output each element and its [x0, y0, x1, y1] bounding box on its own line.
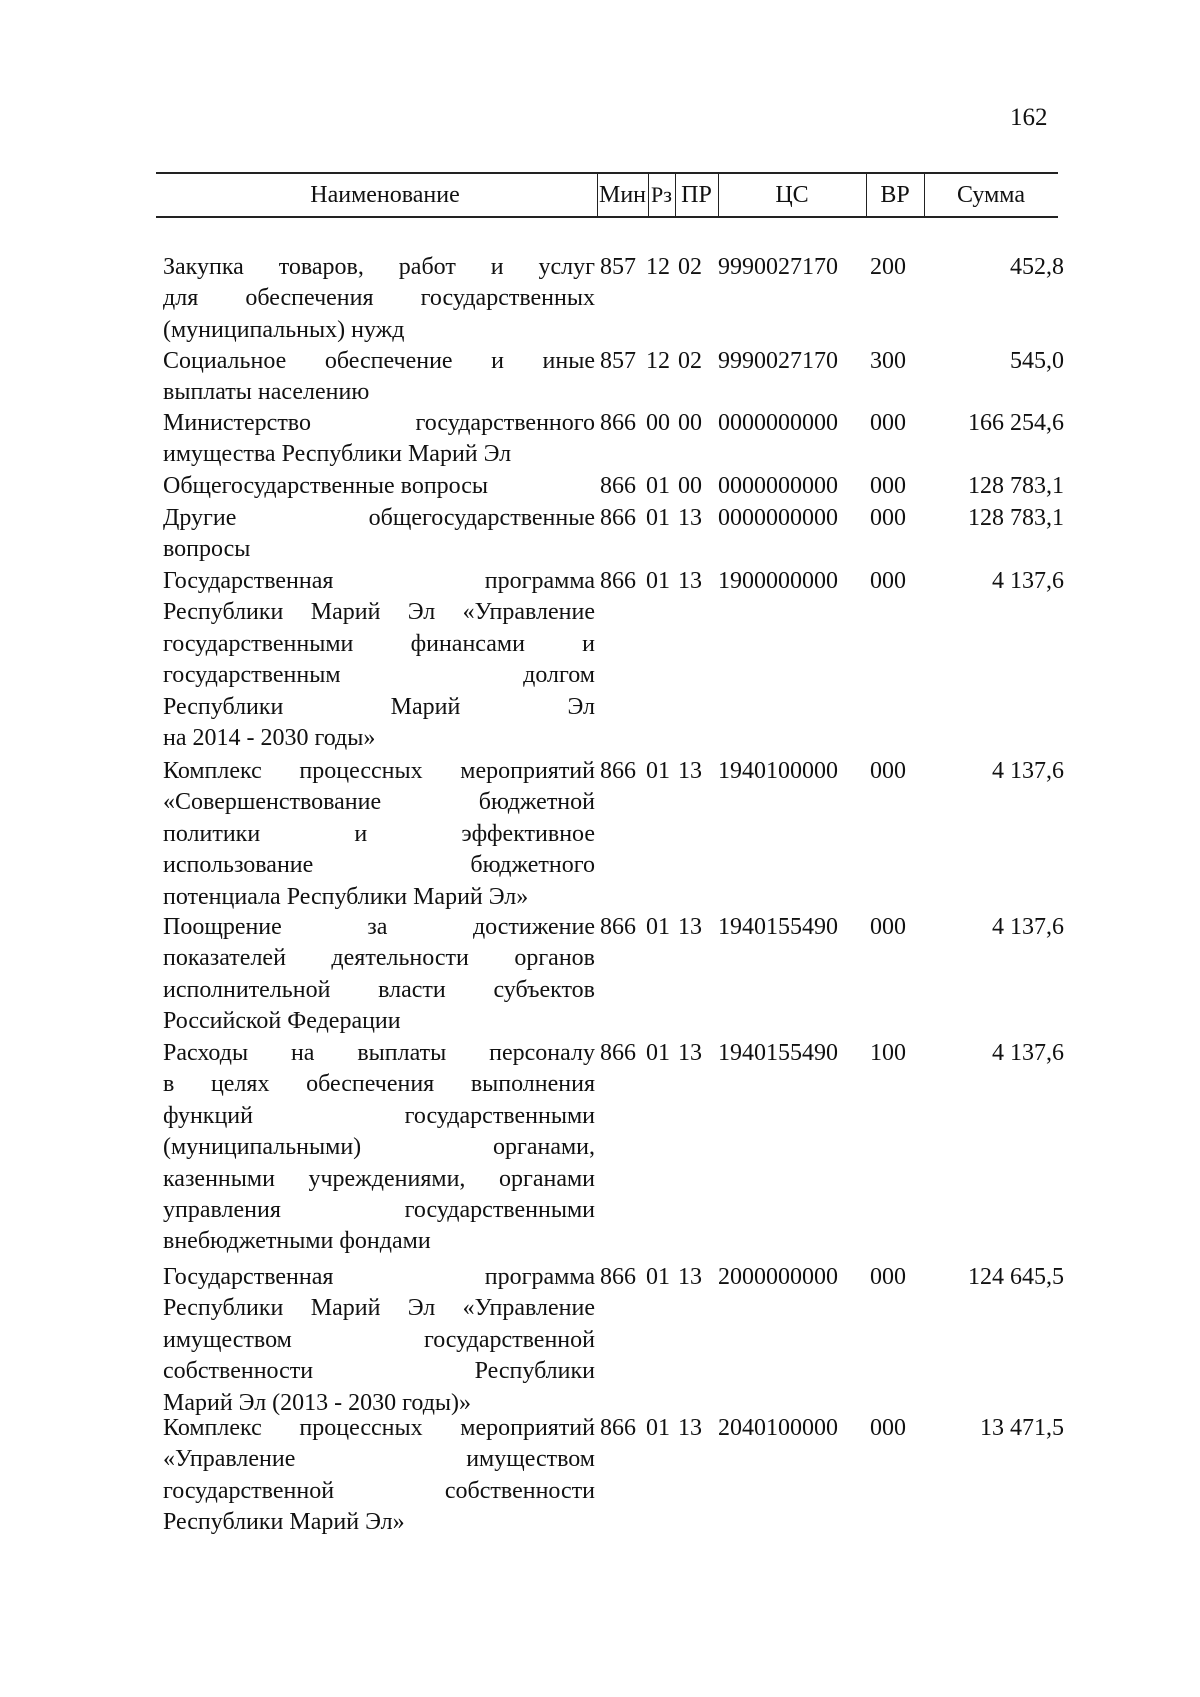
- row-name-line: (муниципальными) органами,: [163, 1134, 595, 1161]
- row-name-line: выплаты населению: [163, 379, 370, 406]
- row-name-line: Республики Марий Эл «Управление: [163, 1295, 595, 1322]
- row-name: [163, 346, 595, 409]
- row-name-line: Поощрение за достижение: [163, 914, 595, 940]
- cell-pr: 02: [678, 254, 702, 280]
- cell-min: 866: [600, 1415, 636, 1441]
- row-name-line: Министерство государственного: [163, 410, 595, 436]
- cell-rz: 12: [646, 254, 670, 280]
- cell-pr: 13: [678, 1040, 702, 1066]
- cell-cs: 1940100000: [718, 758, 838, 784]
- cell-vr: 000: [870, 1264, 906, 1290]
- row-name-line: Общегосударственные вопросы: [163, 473, 489, 499]
- cell-rz: 00: [646, 410, 670, 436]
- row-name-line: Закупка товаров, работ и услуг: [163, 254, 595, 280]
- header-cs: ЦС: [775, 182, 809, 208]
- row-name: [163, 252, 595, 346]
- row-name-line: казенными учреждениями, органами: [163, 1165, 595, 1192]
- cell-vr: 000: [870, 505, 906, 531]
- header-sum: Сумма: [957, 182, 1025, 208]
- row-name-line: Расходы на выплаты персоналу: [163, 1040, 595, 1066]
- cell-rz: 01: [646, 914, 670, 940]
- cell-vr: 000: [870, 410, 906, 436]
- cell-rz: 01: [646, 758, 670, 784]
- cell-rz: 01: [646, 568, 670, 594]
- header-name: Наименование: [310, 182, 460, 208]
- cell-sum: 166 254,6: [968, 410, 1064, 436]
- cell-sum: 128 783,1: [968, 473, 1064, 499]
- row-name-line: Марий Эл (2013 - 2030 годы)»: [163, 1389, 472, 1416]
- row-name-line: имуществом государственной: [163, 1326, 595, 1353]
- cell-vr: 100: [870, 1040, 906, 1066]
- row-name-line: государственным долгом: [163, 662, 595, 689]
- header-bottom-rule: [156, 216, 1058, 218]
- row-name: [163, 1038, 595, 1258]
- cell-vr: 000: [870, 1415, 906, 1441]
- row-name-line: Социальное обеспечение и иные: [163, 348, 595, 374]
- cell-cs: 9990027170: [718, 254, 838, 280]
- cell-min: 866: [600, 758, 636, 784]
- header-vr: ВР: [880, 182, 910, 208]
- cell-min: 866: [600, 473, 636, 499]
- row-name: [163, 471, 595, 502]
- row-name-line: собственности Республики: [163, 1358, 595, 1385]
- row-name-line: использование бюджетного: [163, 852, 595, 879]
- row-name-line: внебюджетными фондами: [163, 1228, 431, 1255]
- header-top-rule: [156, 172, 1058, 174]
- cell-cs: 0000000000: [718, 410, 838, 436]
- row-name-line: вопросы: [163, 536, 251, 563]
- row-name-line: на 2014 - 2030 годы»: [163, 725, 376, 752]
- row-name-line: показателей деятельности органов: [163, 945, 595, 972]
- page-number: 162: [1010, 104, 1048, 131]
- row-name-line: потенциала Республики Марий Эл»: [163, 883, 529, 910]
- cell-min: 857: [600, 348, 636, 374]
- row-name: [163, 408, 595, 471]
- row-name-line: государственной собственности: [163, 1477, 595, 1504]
- cell-cs: 0000000000: [718, 505, 838, 531]
- header-min: Мин: [598, 182, 647, 208]
- cell-min: 866: [600, 568, 636, 594]
- cell-vr: 000: [870, 914, 906, 940]
- row-name-line: в целях обеспечения выполнения: [163, 1071, 595, 1098]
- cell-rz: 01: [646, 1040, 670, 1066]
- row-name-line: Комплекс процессных мероприятий: [163, 758, 595, 784]
- cell-vr: 300: [870, 348, 906, 374]
- cell-vr: 000: [870, 568, 906, 594]
- cell-vr: 200: [870, 254, 906, 280]
- cell-sum: 13 471,5: [980, 1415, 1064, 1441]
- row-name-line: имущества Республики Марий Эл: [163, 441, 512, 468]
- row-name-line: Государственная программа: [163, 568, 595, 594]
- cell-pr: 13: [678, 1264, 702, 1290]
- row-name: [163, 756, 595, 913]
- cell-sum: 545,0: [1010, 348, 1064, 374]
- cell-vr: 000: [870, 473, 906, 499]
- header-pr: ПР: [681, 182, 712, 208]
- row-name-line: (муниципальных) нужд: [163, 316, 405, 343]
- row-name-line: Российской Федерации: [163, 1008, 401, 1035]
- cell-sum: 4 137,6: [992, 914, 1064, 940]
- cell-min: 866: [600, 505, 636, 531]
- row-name: [163, 1262, 595, 1419]
- cell-pr: 00: [678, 410, 702, 436]
- header-rz: Рз: [651, 182, 672, 207]
- row-name: [163, 566, 595, 754]
- cell-sum: 4 137,6: [992, 1040, 1064, 1066]
- cell-pr: 13: [678, 568, 702, 594]
- row-name-line: Комплекс процессных мероприятий: [163, 1415, 595, 1441]
- cell-min: 866: [600, 1264, 636, 1290]
- row-name-line: «Управление имуществом: [163, 1446, 595, 1473]
- row-name-line: Другие общегосударственные: [163, 505, 595, 531]
- cell-min: 866: [600, 914, 636, 940]
- cell-vr: 000: [870, 758, 906, 784]
- cell-sum: 128 783,1: [968, 505, 1064, 531]
- row-name: [163, 503, 595, 566]
- cell-pr: 02: [678, 348, 702, 374]
- cell-pr: 13: [678, 505, 702, 531]
- cell-rz: 01: [646, 1415, 670, 1441]
- cell-sum: 4 137,6: [992, 758, 1064, 784]
- row-name: [163, 1413, 595, 1539]
- cell-cs: 2000000000: [718, 1264, 838, 1290]
- cell-sum: 452,8: [1010, 254, 1064, 280]
- row-name-line: для обеспечения государственных: [163, 285, 595, 312]
- row-name-line: политики и эффективное: [163, 820, 595, 847]
- row-name-line: исполнительной власти субъектов: [163, 976, 595, 1003]
- cell-cs: 1900000000: [718, 568, 838, 594]
- cell-min: 857: [600, 254, 636, 280]
- cell-min: 866: [600, 1040, 636, 1066]
- cell-sum: 124 645,5: [968, 1264, 1064, 1290]
- row-name-line: управления государственными: [163, 1197, 595, 1224]
- cell-pr: 13: [678, 1415, 702, 1441]
- row-name-line: Республики Марий Эл»: [163, 1509, 405, 1536]
- cell-cs: 1940155490: [718, 1040, 838, 1066]
- cell-rz: 01: [646, 473, 670, 499]
- cell-cs: 2040100000: [718, 1415, 838, 1441]
- cell-cs: 1940155490: [718, 914, 838, 940]
- cell-rz: 01: [646, 505, 670, 531]
- cell-pr: 13: [678, 758, 702, 784]
- cell-rz: 12: [646, 348, 670, 374]
- row-name-line: государственными финансами и: [163, 630, 595, 657]
- cell-min: 866: [600, 410, 636, 436]
- row-name-line: Республики Марий Эл «Управление: [163, 599, 595, 626]
- cell-pr: 00: [678, 473, 702, 499]
- row-name-line: Государственная программа: [163, 1264, 595, 1290]
- row-name-line: «Совершенствование бюджетной: [163, 789, 595, 816]
- cell-rz: 01: [646, 1264, 670, 1290]
- cell-sum: 4 137,6: [992, 568, 1064, 594]
- row-name-line: функций государственными: [163, 1102, 595, 1129]
- cell-cs: 0000000000: [718, 473, 838, 499]
- row-name: [163, 912, 595, 1038]
- cell-pr: 13: [678, 914, 702, 940]
- row-name-line: Республики Марий Эл: [163, 693, 595, 720]
- cell-cs: 9990027170: [718, 348, 838, 374]
